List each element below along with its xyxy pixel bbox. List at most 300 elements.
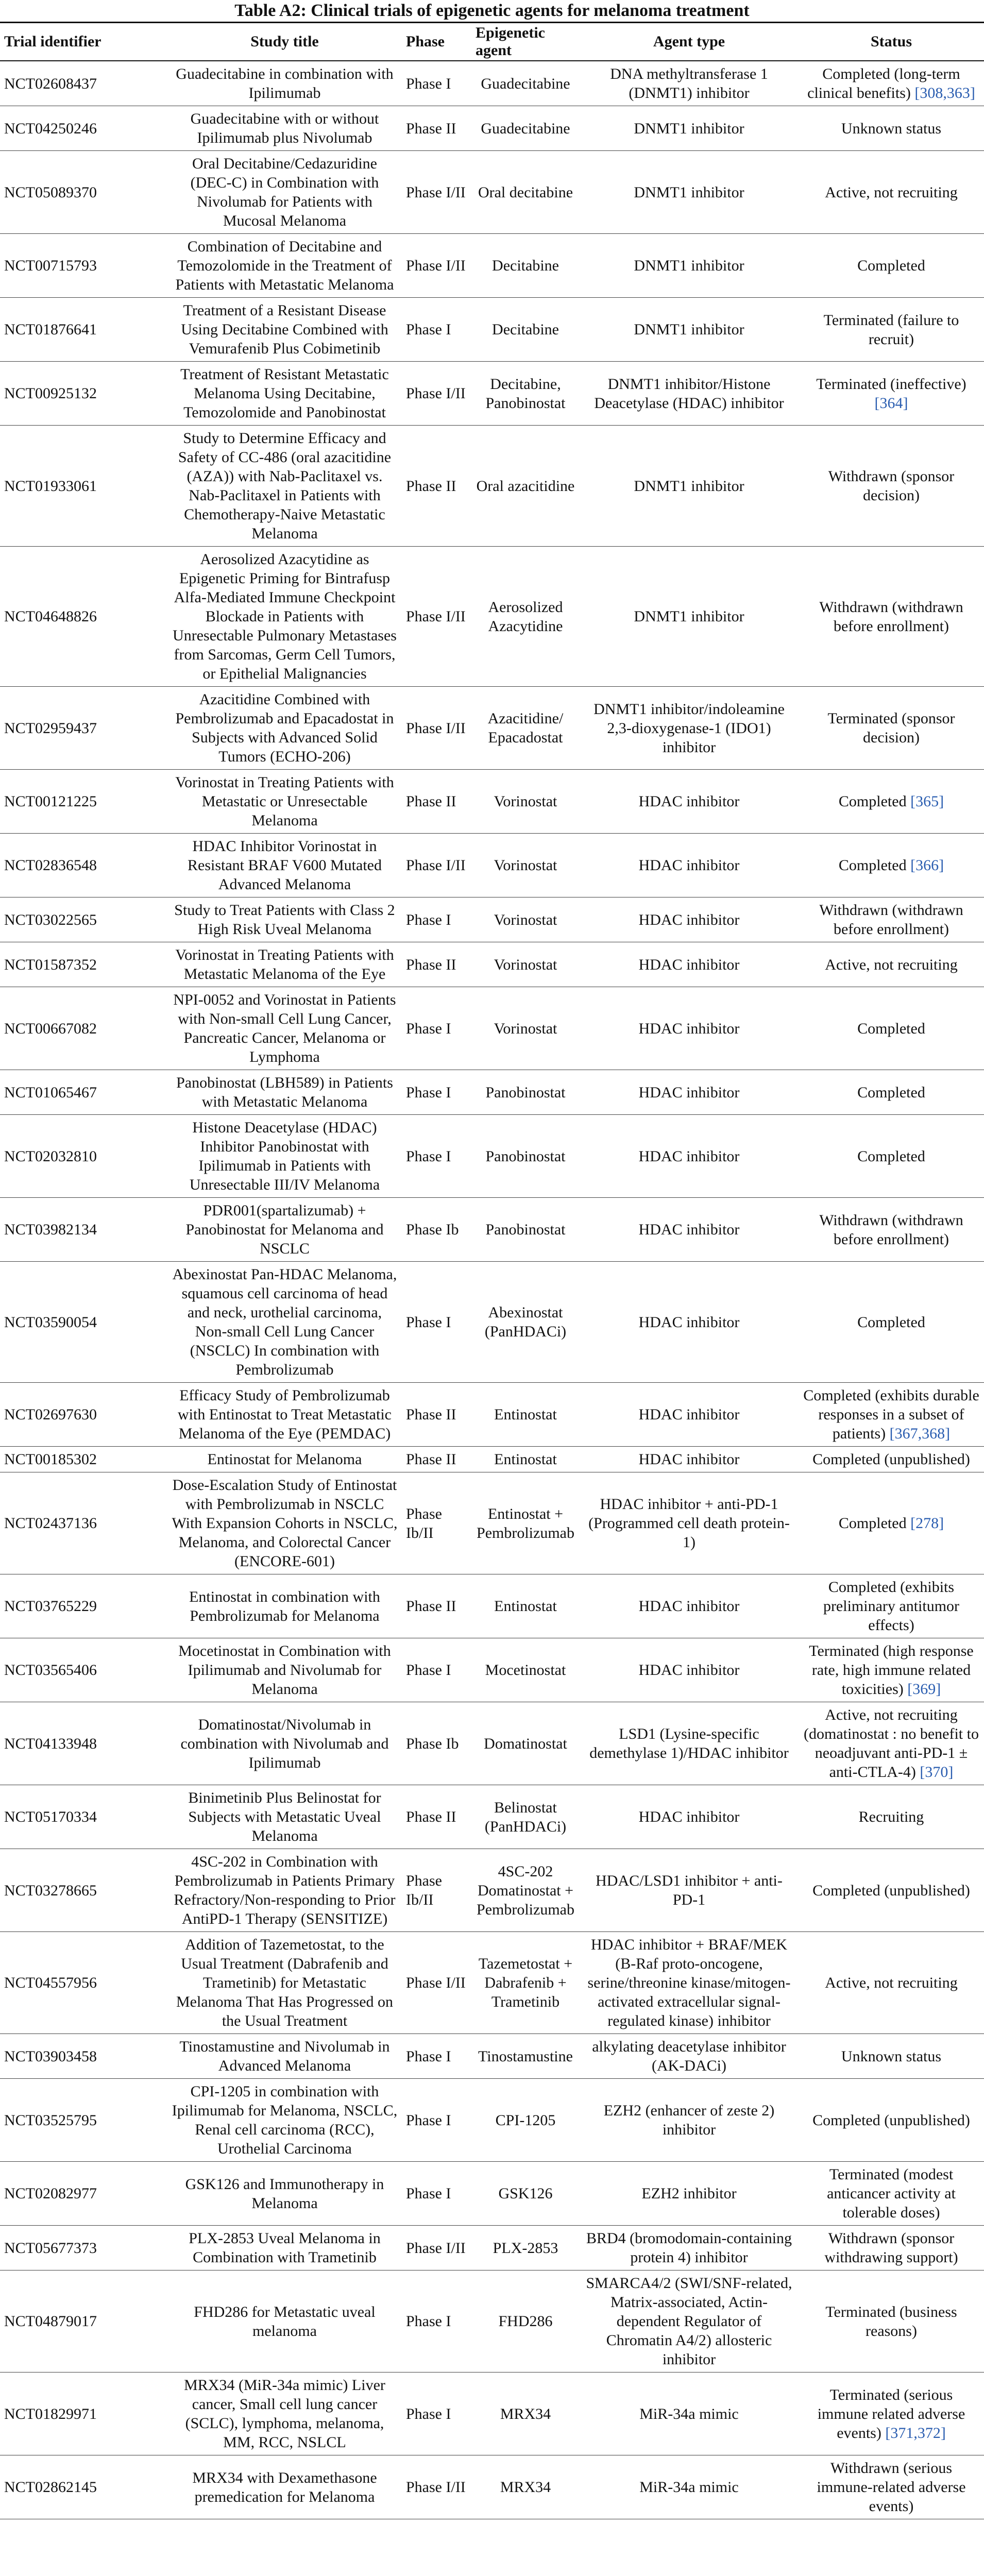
cell-study-title [167, 687, 402, 770]
cell-agent-type [580, 2034, 799, 2079]
cell-phase [402, 834, 471, 897]
epigenetic-agent-text: Vorinostat [494, 793, 557, 810]
cell-agent-type [580, 61, 799, 106]
cell-phase [402, 687, 471, 770]
table-row [0, 942, 984, 987]
reference-link[interactable]: [365] [910, 793, 944, 810]
epigenetic-agent-text: MRX34 [500, 2479, 551, 2496]
table-row [0, 1932, 984, 2034]
cell-agent-type [580, 2270, 799, 2372]
trial-identifier-text: NCT02862145 [4, 2479, 97, 2496]
cell-study-title [167, 106, 402, 151]
phase-text: Phase II [406, 1406, 456, 1423]
status-text: Completed [857, 1083, 925, 1101]
agent-type-text: HDAC inhibitor + BRAF/MEK (B-Raf proto-oncogene, serine/threonine kinase/mitogen-activated extracellular signal-regulated kinase) inhibitor [587, 1936, 791, 2029]
header-trial-identifier: Trial identifier [0, 23, 167, 61]
cell-agent-type [580, 298, 799, 362]
status-text: Terminated (failure to recruit) [823, 311, 959, 348]
cell-phase [402, 426, 471, 547]
phase-text: Phase I [406, 1083, 451, 1101]
cell-study-title [167, 1574, 402, 1638]
cell-epigenetic-agent [471, 2226, 580, 2270]
epigenetic-agent-text: Oral decitabine [478, 183, 573, 201]
study-title-text: Aerosolized Azacytidine as Epigenetic Priming for Bintrafusp Alfa-Mediated Immune Checkpoint Blockade in Patients with Unresectable Pulmonary Metastases from Sarcomas, Germ Cell Tumors, or Epithelial Malignancies [173, 551, 397, 682]
agent-type-text: BRD4 (bromodomain-containing protein 4) inhibitor [586, 2230, 792, 2266]
status-text: Completed (unpublished) [812, 2111, 970, 2129]
cell-epigenetic-agent [471, 362, 580, 426]
phase-text: Phase I [406, 1020, 451, 1037]
cell-study-title [167, 151, 402, 234]
cell-agent-type [580, 1070, 799, 1115]
cell-epigenetic-agent [471, 1070, 580, 1115]
cell-agent-type [580, 151, 799, 234]
trial-identifier-text: NCT04648826 [4, 608, 97, 625]
trial-identifier-text: NCT00121225 [4, 793, 97, 810]
study-title-text: Treatment of a Resistant Disease Using Decitabine Combined with Vemurafenib Plus Cobimetinib [181, 302, 388, 357]
study-title-text: Guadecitabine in combination with Ipilimumab [176, 65, 394, 101]
cell-status [799, 1383, 984, 1447]
phase-text: Phase I/II [406, 257, 466, 274]
cell-study-title [167, 987, 402, 1070]
epigenetic-agent-text: Entinostat [494, 1451, 557, 1468]
epigenetic-agent-text: Panobinostat [485, 1083, 566, 1101]
cell-trial-identifier [0, 770, 167, 834]
phase-text: Phase Ib/II [406, 1872, 442, 1908]
cell-phase [402, 770, 471, 834]
cell-agent-type [580, 362, 799, 426]
status-text: Recruiting [858, 1808, 924, 1825]
cell-epigenetic-agent [471, 942, 580, 987]
table-row [0, 61, 984, 106]
cell-epigenetic-agent [471, 1849, 580, 1932]
study-title-text: Dose-Escalation Study of Entinostat with Pembrolizumab in NSCLC With Expansion Cohorts in NSCLC, Melanoma, and Colorectal Cancer (ENCORE-601) [172, 1477, 398, 1570]
cell-trial-identifier [0, 687, 167, 770]
phase-text: Phase I/II [406, 385, 466, 402]
agent-type-text: DNMT1 inhibitor [634, 183, 744, 201]
table-row [0, 234, 984, 298]
cell-study-title [167, 1198, 402, 1262]
cell-status [799, 834, 984, 897]
table-row [0, 1262, 984, 1383]
cell-epigenetic-agent [471, 2079, 580, 2162]
phase-text: Phase I [406, 321, 451, 338]
epigenetic-agent-text: Decitabine [492, 321, 559, 338]
cell-phase [402, 1785, 471, 1849]
cell-status [799, 106, 984, 151]
table-row [0, 834, 984, 897]
cell-study-title [167, 1932, 402, 2034]
cell-phase [402, 2372, 471, 2455]
cell-phase [402, 1638, 471, 1702]
study-title-text: Entinostat for Melanoma [207, 1451, 362, 1468]
epigenetic-agent-text: Entinostat + Pembrolizumab [477, 1505, 574, 1541]
cell-trial-identifier [0, 426, 167, 547]
reference-link[interactable]: [308,363] [914, 84, 975, 101]
cell-trial-identifier [0, 1198, 167, 1262]
cell-epigenetic-agent [471, 106, 580, 151]
study-title-text: Combination of Decitabine and Temozolomide in the Treatment of Patients with Metastatic Melanoma [175, 238, 394, 293]
cell-trial-identifier [0, 1383, 167, 1447]
cell-status [799, 1932, 984, 2034]
cell-phase [402, 61, 471, 106]
cell-study-title [167, 942, 402, 987]
status-text: Unknown status [841, 2047, 942, 2065]
cell-status [799, 298, 984, 362]
cell-phase [402, 897, 471, 942]
agent-type-text: EZH2 (enhancer of zeste 2) inhibitor [603, 2102, 775, 2138]
cell-trial-identifier [0, 1702, 167, 1785]
reference-link[interactable]: [278] [910, 1515, 944, 1532]
cell-agent-type [580, 2079, 799, 2162]
study-title-text: PLX-2853 Uveal Melanoma in Combination with Trametinib [189, 2230, 381, 2266]
study-title-text: Addition of Tazemetostat, to the Usual Treatment (Dabrafenib and Trametinib) for Metastatic Melanoma That Has Progressed on the Usual Treatment [176, 1936, 394, 2029]
study-title-text: HDAC Inhibitor Vorinostat in Resistant BRAF V600 Mutated Advanced Melanoma [188, 838, 382, 893]
cell-study-title [167, 2226, 402, 2270]
status-text: Withdrawn (withdrawn before enrollment) [819, 902, 963, 938]
cell-study-title [167, 770, 402, 834]
trial-identifier-text: NCT04557956 [4, 1974, 97, 1991]
cell-epigenetic-agent [471, 770, 580, 834]
cell-status [799, 2226, 984, 2270]
cell-epigenetic-agent [471, 834, 580, 897]
trial-identifier-text: NCT03765229 [4, 1598, 97, 1615]
reference-link[interactable]: [370] [920, 1764, 954, 1781]
epigenetic-agent-text: MRX34 [500, 2405, 551, 2422]
cell-trial-identifier [0, 61, 167, 106]
cell-study-title [167, 1702, 402, 1785]
phase-text: Phase II [406, 956, 456, 973]
table-row [0, 1115, 984, 1198]
epigenetic-agent-text: CPI-1205 [495, 2111, 556, 2129]
cell-phase [402, 2226, 471, 2270]
trial-identifier-text: NCT01933061 [4, 477, 97, 495]
epigenetic-agent-text: Vorinostat [494, 1020, 557, 1037]
agent-type-text: HDAC inhibitor [638, 911, 740, 928]
epigenetic-agent-text: Mocetinostat [485, 1662, 566, 1679]
agent-type-text: HDAC inhibitor [638, 1406, 740, 1423]
trial-identifier-text: NCT00715793 [4, 257, 97, 274]
cell-study-title [167, 1070, 402, 1115]
phase-text: Phase Ib [406, 1735, 459, 1752]
cell-trial-identifier [0, 1638, 167, 1702]
cell-trial-identifier [0, 1932, 167, 2034]
table-row [0, 1638, 984, 1702]
cell-phase [402, 1932, 471, 2034]
study-title-text: FHD286 for Metastatic uveal melanoma [194, 2303, 376, 2340]
trial-identifier-text: NCT04133948 [4, 1735, 97, 1752]
cell-trial-identifier [0, 1447, 167, 1472]
cell-epigenetic-agent [471, 2162, 580, 2226]
study-title-text: CPI-1205 in combination with Ipilimumab for Melanoma, NSCLC, Renal cell carcinoma (RCC), Urothelial Carcinoma [172, 2083, 398, 2157]
cell-epigenetic-agent [471, 1932, 580, 2034]
status-text: Withdrawn (withdrawn before enrollment) [819, 1211, 963, 1248]
study-title-text: Binimetinib Plus Belinostat for Subjects with Metastatic Uveal Melanoma [188, 1789, 381, 1844]
agent-type-text: DNA methyltransferase 1 (DNMT1) inhibitor [610, 65, 768, 101]
cell-study-title [167, 1262, 402, 1383]
cell-agent-type [580, 1198, 799, 1262]
header-phase: Phase [402, 23, 471, 61]
status-text: Withdrawn (withdrawn before enrollment) [819, 598, 963, 635]
phase-text: Phase I [406, 2111, 451, 2129]
agent-type-text: DNMT1 inhibitor [634, 608, 744, 625]
epigenetic-agent-text: Panobinostat [485, 1147, 566, 1165]
trial-identifier-text: NCT03903458 [4, 2047, 97, 2065]
reference-link[interactable]: [367,368] [889, 1425, 951, 1442]
cell-status [799, 2270, 984, 2372]
phase-text: Phase I [406, 1147, 451, 1165]
agent-type-text: DNMT1 inhibitor/Histone Deacetylase (HDAC) inhibitor [594, 375, 784, 412]
cell-study-title [167, 2079, 402, 2162]
trial-identifier-text: NCT03278665 [4, 1882, 97, 1899]
agent-type-text: HDAC inhibitor [638, 793, 740, 810]
agent-type-text: alkylating deacetylase inhibitor (AK-DACi) [592, 2038, 786, 2074]
cell-agent-type [580, 1262, 799, 1383]
cell-phase [402, 2034, 471, 2079]
table-row [0, 1472, 984, 1574]
trial-identifier-text: NCT05089370 [4, 183, 97, 201]
cell-study-title [167, 2455, 402, 2519]
study-title-text: Study to Determine Efficacy and Safety of CC-486 (oral azacitidine (AZA)) with Nab-Paclitaxel vs. Nab-Paclitaxel in Patients with Chemotherapy-Naive Metastatic Melanoma [178, 430, 392, 542]
study-title-text: Abexinostat Pan-HDAC Melanoma, squamous cell carcinoma of head and neck, urothelial carcinoma, Non-small Cell Lung Cancer (NSCLC) In combination with Pembrolizumab [172, 1266, 397, 1378]
table-row [0, 1574, 984, 1638]
trial-identifier-text: NCT02608437 [4, 75, 97, 92]
epigenetic-agent-text: Oral azacitidine [476, 477, 575, 495]
phase-text: Phase I/II [406, 719, 466, 737]
phase-text: Phase I/II [406, 183, 466, 201]
study-title-text: NPI-0052 and Vorinostat in Patients with Non-small Cell Lung Cancer, Pancreatic Cancer, Melanoma or Lymphoma [173, 991, 396, 1065]
reference-link[interactable]: [364] [874, 394, 908, 412]
agent-type-text: SMARCA4/2 (SWI/SNF-related, Matrix-associated, Actin-dependent Regulator of Chromatin A4/2) allosteric inhibitor [586, 2275, 792, 2368]
status-text: Terminated (high response rate, high immune related toxicities) [809, 1642, 974, 1698]
table-row [0, 2162, 984, 2226]
table-row [0, 426, 984, 547]
status-text: Completed [838, 857, 907, 874]
cell-agent-type [580, 897, 799, 942]
cell-epigenetic-agent [471, 547, 580, 687]
epigenetic-agent-text: Vorinostat [494, 911, 557, 928]
cell-trial-identifier [0, 106, 167, 151]
phase-text: Phase I/II [406, 2479, 466, 2496]
cell-agent-type [580, 1447, 799, 1472]
cell-status [799, 1785, 984, 1849]
status-text: Withdrawn (serious immune-related adverse events) [817, 2460, 966, 2515]
epigenetic-agent-text: PLX-2853 [493, 2239, 558, 2257]
table-row [0, 1383, 984, 1447]
table-row [0, 2455, 984, 2519]
study-title-text: Histone Deacetylase (HDAC) Inhibitor Panobinostat with Ipilimumab in Patients with Unresectable III/IV Melanoma [189, 1119, 380, 1193]
cell-phase [402, 1849, 471, 1932]
agent-type-text: HDAC inhibitor [638, 1221, 740, 1238]
cell-status [799, 1638, 984, 1702]
table-caption: Table A2: Clinical trials of epigenetic agents for melanoma treatment [0, 0, 984, 23]
trial-identifier-text: NCT03982134 [4, 1221, 97, 1238]
table-row [0, 1849, 984, 1932]
epigenetic-agent-text: Guadecitabine [481, 120, 570, 137]
header-study-title: Study title [167, 23, 402, 61]
trial-identifier-text: NCT01065467 [4, 1083, 97, 1101]
cell-phase [402, 234, 471, 298]
cell-agent-type [580, 987, 799, 1070]
table-row [0, 687, 984, 770]
cell-phase [402, 1262, 471, 1383]
epigenetic-agent-text: Belinostat (PanHDACi) [484, 1799, 567, 1835]
cell-study-title [167, 834, 402, 897]
agent-type-text: HDAC inhibitor [638, 1662, 740, 1679]
cell-epigenetic-agent [471, 1785, 580, 1849]
cell-status [799, 1198, 984, 1262]
trial-identifier-text: NCT02959437 [4, 719, 97, 737]
trial-identifier-text: NCT02697630 [4, 1406, 97, 1423]
cell-trial-identifier [0, 942, 167, 987]
cell-agent-type [580, 1638, 799, 1702]
cell-status [799, 2034, 984, 2079]
cell-agent-type [580, 1472, 799, 1574]
cell-status [799, 687, 984, 770]
cell-phase [402, 1574, 471, 1638]
cell-phase [402, 2162, 471, 2226]
cell-epigenetic-agent [471, 1262, 580, 1383]
phase-text: Phase I [406, 911, 451, 928]
status-text: Completed (long-term clinical benefits) [807, 65, 960, 101]
cell-epigenetic-agent [471, 151, 580, 234]
status-text: Completed (unpublished) [812, 1451, 970, 1468]
agent-type-text: DNMT1 inhibitor/indoleamine 2,3-dioxygenase-1 (IDO1) inhibitor [593, 700, 785, 756]
phase-text: Phase I/II [406, 1974, 466, 1991]
cell-trial-identifier [0, 547, 167, 687]
table-row [0, 547, 984, 687]
table-row [0, 1447, 984, 1472]
status-text: Active, not recruiting [825, 1974, 958, 1991]
cell-trial-identifier [0, 987, 167, 1070]
cell-phase [402, 2079, 471, 2162]
agent-type-text: DNMT1 inhibitor [634, 120, 744, 137]
study-title-text: Treatment of Resistant Metastatic Melanoma Using Decitabine, Temozolomide and Panobinostat [180, 366, 389, 421]
cell-status [799, 151, 984, 234]
cell-status [799, 770, 984, 834]
epigenetic-agent-text: Entinostat [494, 1406, 557, 1423]
cell-status [799, 61, 984, 106]
trial-identifier-text: NCT04879017 [4, 2313, 97, 2330]
reference-link[interactable]: [369] [907, 1681, 941, 1698]
table-row [0, 106, 984, 151]
trial-identifier-text: NCT02032810 [4, 1147, 97, 1165]
cell-agent-type [580, 1383, 799, 1447]
status-text: Withdrawn (sponsor withdrawing support) [824, 2230, 958, 2266]
clinical-trials-table [0, 23, 984, 2519]
cell-agent-type [580, 426, 799, 547]
status-text: Terminated (serious immune related adverse events) [817, 2386, 965, 2442]
cell-epigenetic-agent [471, 1447, 580, 1472]
cell-study-title [167, 1849, 402, 1932]
cell-epigenetic-agent [471, 1472, 580, 1574]
cell-agent-type [580, 2162, 799, 2226]
cell-epigenetic-agent [471, 234, 580, 298]
agent-type-text: HDAC inhibitor [638, 956, 740, 973]
status-text: Completed (exhibits durable responses in a subset of patients) [803, 1387, 979, 1442]
study-title-text: Vorinostat in Treating Patients with Metastatic Melanoma of the Eye [175, 946, 394, 982]
status-text: Terminated (sponsor decision) [827, 710, 955, 746]
cell-status [799, 2455, 984, 2519]
table-row [0, 770, 984, 834]
cell-status [799, 426, 984, 547]
study-title-text: Entinostat in combination with Pembrolizumab for Melanoma [189, 1588, 380, 1624]
study-title-text: Efficacy Study of Pembrolizumab with Entinostat to Treat Metastatic Melanoma of the Eye (PEMDAC) [178, 1387, 392, 1442]
phase-text: Phase I/II [406, 2239, 466, 2257]
cell-phase [402, 2455, 471, 2519]
trial-identifier-text: NCT01829971 [4, 2405, 97, 2422]
agent-type-text: HDAC inhibitor [638, 1147, 740, 1165]
trial-identifier-text: NCT01587352 [4, 956, 97, 973]
study-title-text: GSK126 and Immunotherapy in Melanoma [185, 2175, 384, 2212]
agent-type-text: MiR-34a mimic [639, 2405, 739, 2422]
header-status: Status [799, 23, 984, 61]
epigenetic-agent-text: Azacitidine/ Epacadostat [487, 710, 564, 746]
epigenetic-agent-text: Vorinostat [494, 857, 557, 874]
cell-status [799, 547, 984, 687]
header-agent-type: Agent type [580, 23, 799, 61]
cell-phase [402, 1383, 471, 1447]
agent-type-text: HDAC inhibitor [638, 1451, 740, 1468]
reference-link[interactable]: [371,372] [885, 2424, 946, 2442]
cell-agent-type [580, 770, 799, 834]
cell-epigenetic-agent [471, 298, 580, 362]
cell-study-title [167, 61, 402, 106]
cell-status [799, 942, 984, 987]
phase-text: Phase Ib/II [406, 1505, 442, 1541]
cell-agent-type [580, 687, 799, 770]
phase-text: Phase I [406, 75, 451, 92]
agent-type-text: HDAC inhibitor [638, 1808, 740, 1825]
phase-text: Phase II [406, 793, 456, 810]
cell-status [799, 1574, 984, 1638]
cell-status [799, 1472, 984, 1574]
cell-trial-identifier [0, 1472, 167, 1574]
cell-phase [402, 942, 471, 987]
phase-text: Phase II [406, 1598, 456, 1615]
agent-type-text: HDAC inhibitor + anti-PD-1 (Programmed cell death protein-1) [588, 1496, 790, 1551]
cell-agent-type [580, 1932, 799, 2034]
status-text: Completed [857, 1020, 925, 1037]
table-row [0, 298, 984, 362]
cell-study-title [167, 1447, 402, 1472]
agent-type-text: DNMT1 inhibitor [634, 477, 744, 495]
cell-phase [402, 987, 471, 1070]
cell-phase [402, 298, 471, 362]
agent-type-text: HDAC inhibitor [638, 857, 740, 874]
cell-status [799, 987, 984, 1070]
cell-status [799, 2079, 984, 2162]
epigenetic-agent-text: Tazemetostat + Dabrafenib + Trametinib [478, 1955, 573, 2010]
cell-trial-identifier [0, 2270, 167, 2372]
phase-text: Phase II [406, 120, 456, 137]
cell-trial-identifier [0, 2226, 167, 2270]
phase-text: Phase I [406, 1662, 451, 1679]
cell-study-title [167, 547, 402, 687]
cell-phase [402, 1702, 471, 1785]
trial-identifier-text: NCT02836548 [4, 857, 97, 874]
cell-study-title [167, 1785, 402, 1849]
cell-status [799, 234, 984, 298]
table-row [0, 151, 984, 234]
reference-link[interactable]: [366] [910, 857, 944, 874]
cell-status [799, 1115, 984, 1198]
cell-agent-type [580, 547, 799, 687]
cell-trial-identifier [0, 234, 167, 298]
cell-phase [402, 547, 471, 687]
status-text: Completed [838, 793, 907, 810]
cell-study-title [167, 426, 402, 547]
cell-epigenetic-agent [471, 1383, 580, 1447]
